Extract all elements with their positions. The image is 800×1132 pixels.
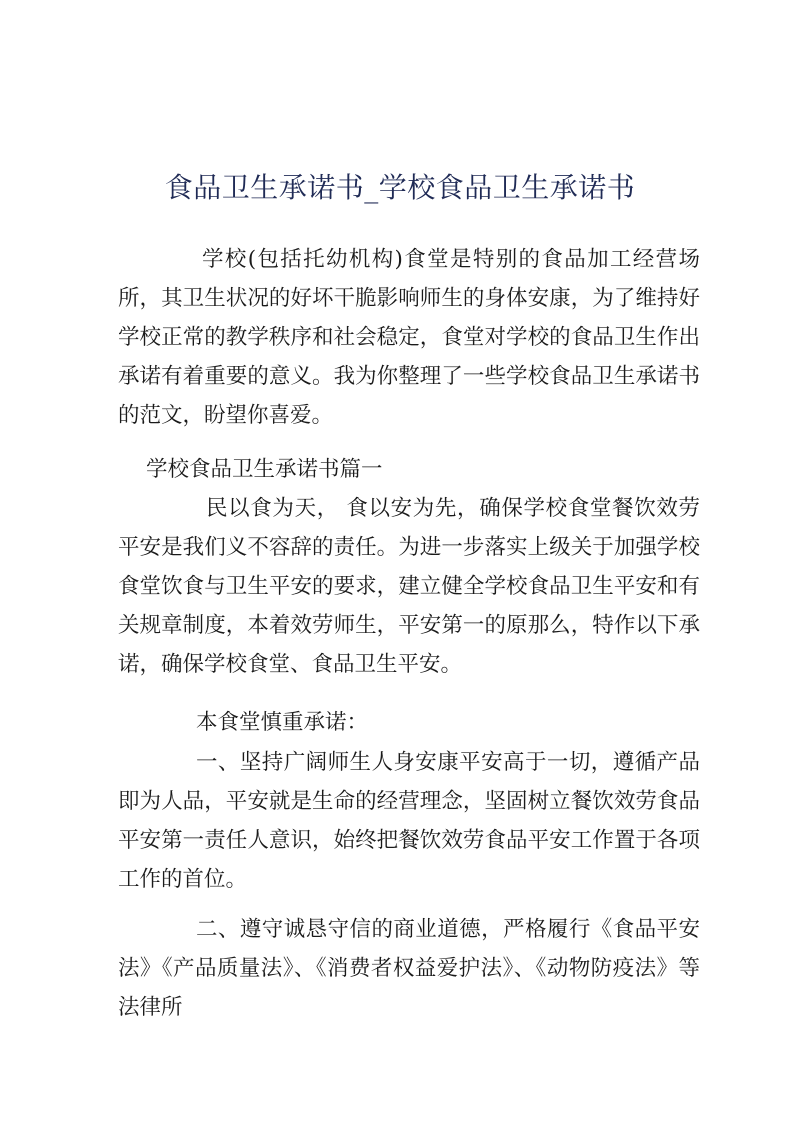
body-paragraph-1: 民以食为天， 食以安为先，确保学校食堂餐饮效劳平安是我们义不容辞的责任。为进一步落实上级关于加强学校食堂饮食与卫生平安的要求，建立健全学校食品卫生平安和有关规章制度，本着效劳师生，平安第一的原那么，特作以下承诺，确保学校食堂、食品卫生平安。	[118, 496, 700, 677]
document-title: 食品卫生承诺书_学校食品卫生承诺书	[164, 171, 636, 204]
commitment-item-2: 二、遵守诚恳守信的商业道德，严格履行《食品平安法》《产品质量法》、《消费者权益爱护法》、《动物防疫法》等法律所	[118, 917, 700, 1020]
intro-paragraph: 学校(包括托幼机构)食堂是特别的食品加工经营场所，其卫生状况的好坏干脆影响师生的身体安康，为了维持好学校正常的教学秩序和社会稳定，食堂对学校的食品卫生作出承诺有着重要的意义。我为你整理了一些学校食品卫生承诺书的范文，盼望你喜爱。	[118, 247, 700, 428]
commitment-heading: 本食堂慎重承诺：	[196, 710, 369, 735]
section-heading: 学校食品卫生承诺书篇一	[146, 457, 383, 482]
commitment-item-1: 一、坚持广阔师生人身安康平安高于一切，遵循产品即为人品，平安就是生命的经营理念，坚固树立餐饮效劳食品平安第一责任人意识，始终把餐饮效劳食品平安工作置于各项工作的首位。	[118, 750, 700, 892]
